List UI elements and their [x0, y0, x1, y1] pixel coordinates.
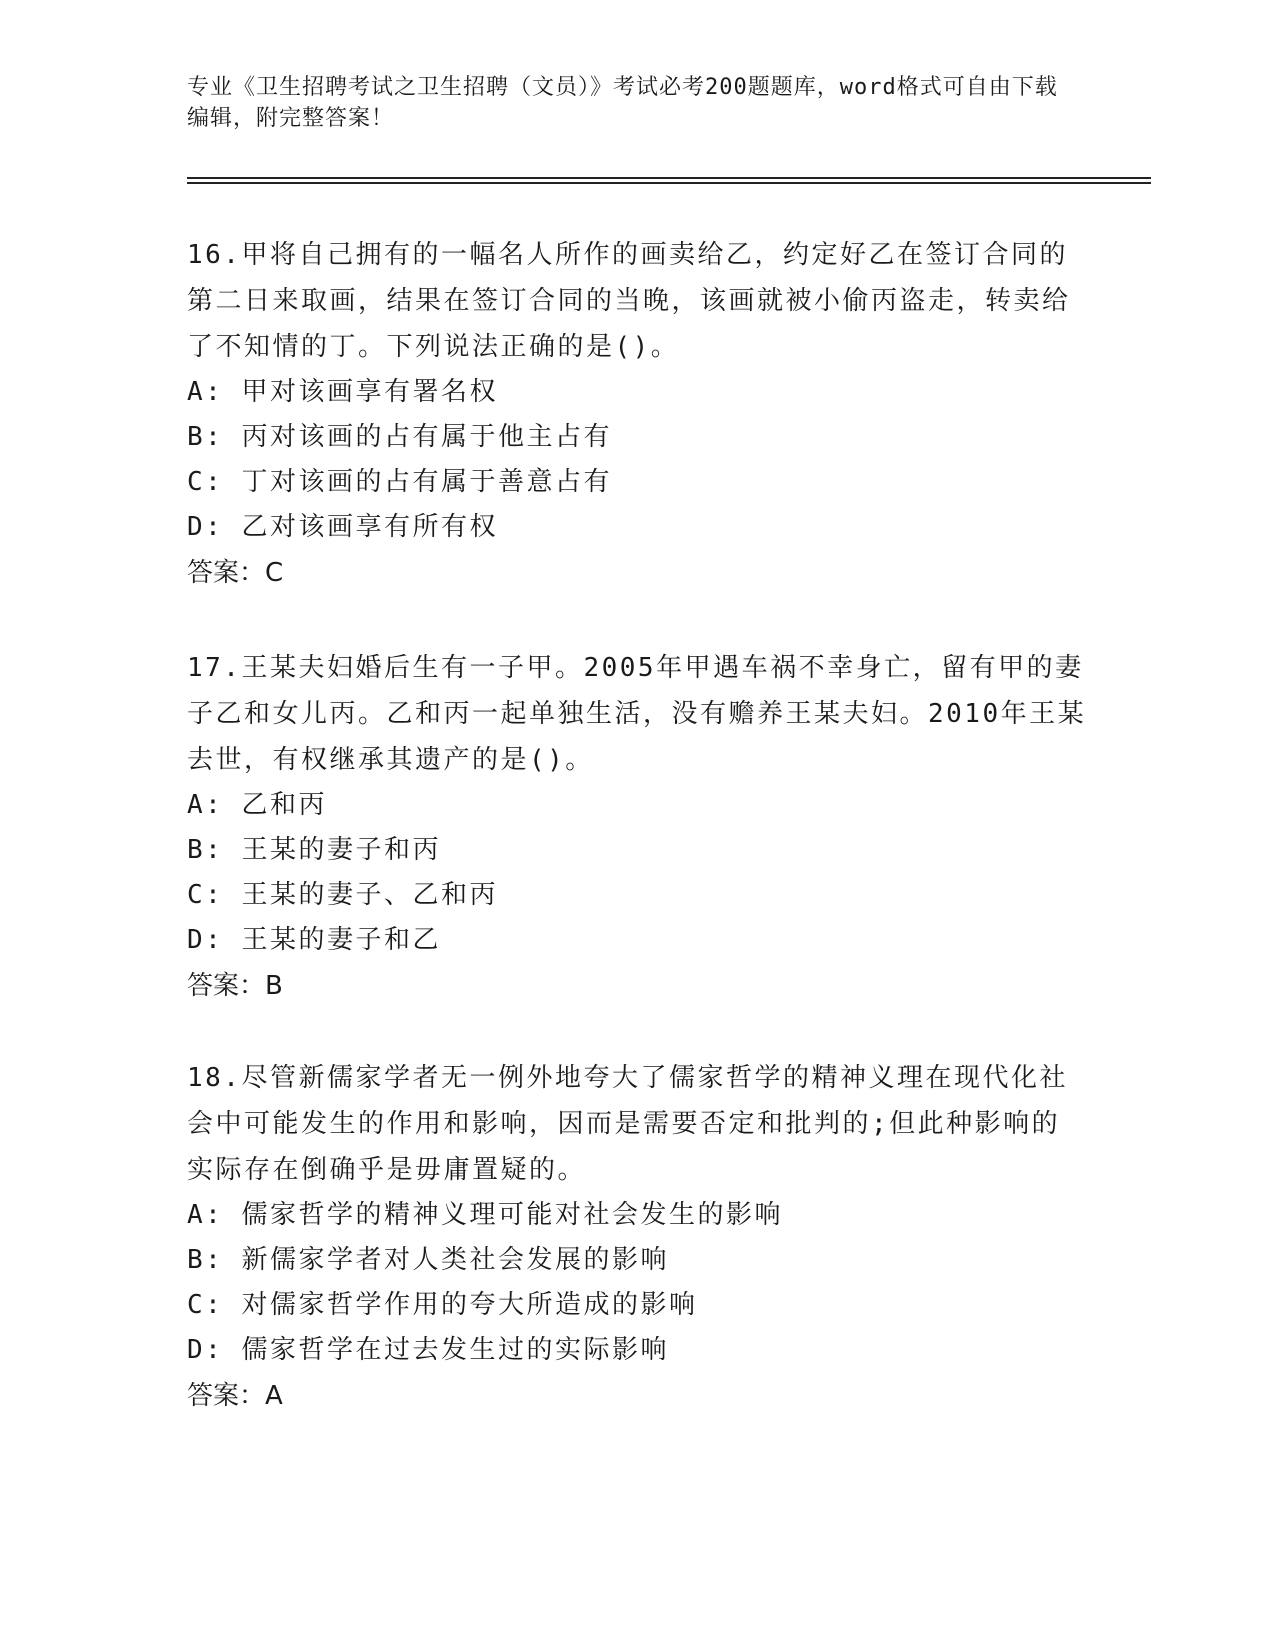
document-header: 专业《卫生招聘考试之卫生招聘（文员）》考试必考200题题库，word格式可自由下载编辑，附完整答案！	[187, 75, 1058, 131]
option-c: C: 丁对该画的占有属于善意占有	[187, 467, 612, 497]
option-b: B: 丙对该画的占有属于他主占有	[187, 422, 612, 452]
question-stem: 16.甲将自己拥有的一幅名人所作的画卖给乙，约定好乙在签订合同的第二日来取画，结果在签订合同的当晚，该画就被小偷丙盗走，转卖给了不知情的丁。下列说法正确的是()。	[187, 240, 1071, 362]
question-stem: 18.尽管新儒家学者无一例外地夸大了儒家哲学的精神义理在现代化社会中可能发生的作用和影响，因而是需要否定和批判的;但此种影响的实际存在倒确乎是毋庸置疑的。	[187, 1063, 1068, 1185]
question-17	[187, 645, 1087, 1009]
question-18	[187, 1055, 1087, 1419]
header-divider-top	[187, 177, 1151, 179]
question-stem: 17.王某夫妇婚后生有一子甲。2005年甲遇车祸不幸身亡，留有甲的妻子乙和女儿丙。乙和丙一起单独生活，没有赡养王某夫妇。2010年王某去世，有权继承其遗产的是()。	[187, 653, 1087, 775]
option-d: D: 儒家哲学在过去发生过的实际影响	[187, 1335, 669, 1365]
option-d: D: 乙对该画享有所有权	[187, 512, 498, 542]
question-16	[187, 232, 1087, 596]
answer-line: 答案：C	[187, 558, 284, 588]
option-a: A: 甲对该画享有署名权	[187, 377, 498, 407]
option-d: D: 王某的妻子和乙	[187, 925, 441, 955]
option-b: B: 王某的妻子和丙	[187, 835, 441, 865]
answer-line: 答案：A	[187, 1381, 283, 1411]
option-a: A: 乙和丙	[187, 790, 327, 820]
header-divider-bottom	[187, 182, 1151, 184]
option-c: C: 王某的妻子、乙和丙	[187, 880, 498, 910]
option-a: A: 儒家哲学的精神义理可能对社会发生的影响	[187, 1200, 783, 1230]
option-b: B: 新儒家学者对人类社会发展的影响	[187, 1245, 669, 1275]
answer-line: 答案：B	[187, 971, 283, 1001]
option-c: C: 对儒家哲学作用的夸大所造成的影响	[187, 1290, 698, 1320]
